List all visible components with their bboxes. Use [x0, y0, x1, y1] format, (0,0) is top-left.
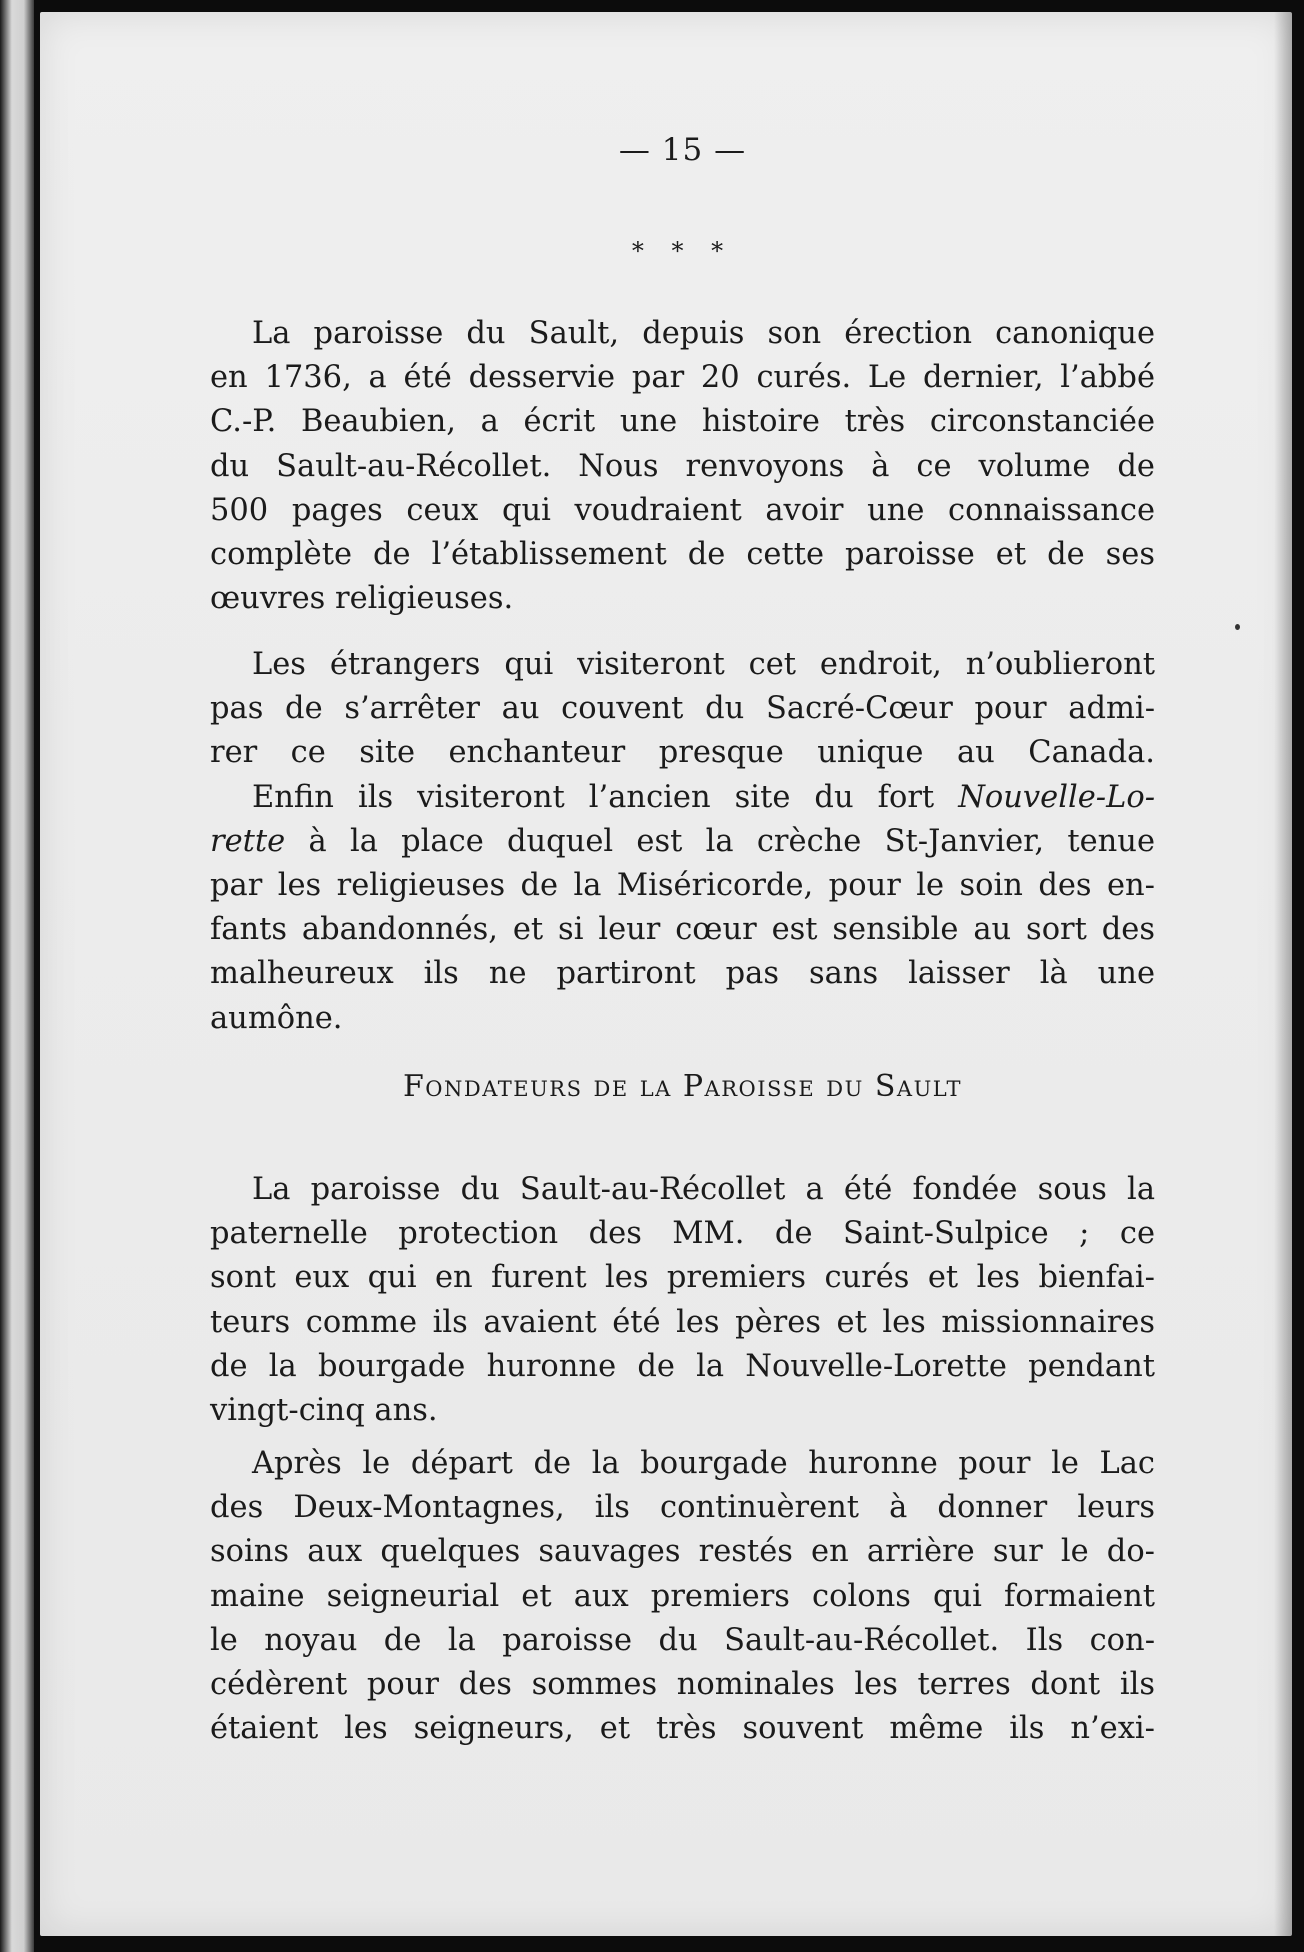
text-line-with-italic — [210, 820, 1155, 864]
text-line: Les étrangers qui visiteront cet endroit, n’oublieront — [252, 647, 1155, 682]
page-edge-shadow — [1274, 12, 1292, 1936]
italic-place-name: rette — [210, 823, 286, 859]
text-line: 500 pages ceux qui voudraient avoir une connaissance — [210, 492, 1155, 528]
ink-speck — [1235, 624, 1240, 630]
text-line: du Sault-au-Récollet. Nous renvoyons à ce volume de — [210, 448, 1155, 484]
facing-page-edge — [0, 0, 34, 1952]
page-number: — 15 — — [618, 132, 747, 168]
section-separator: * * * — [631, 237, 734, 265]
text-line: étaient les seigneurs, et très souvent même ils n’exi- — [210, 1711, 1155, 1747]
paragraph-4 — [210, 1442, 1155, 1751]
text-line: des Deux-Montagnes, ils continuèrent à donner leurs — [210, 1490, 1155, 1526]
text-line: cédèrent pour des sommes nominales les terres dont ils — [210, 1667, 1155, 1703]
text-line: Après le départ de la bourgade huronne pour le Lac — [252, 1446, 1155, 1481]
section-heading: Fondateurs de la Paroisse du Sault — [402, 1069, 963, 1104]
text-line: aumône. — [210, 1000, 343, 1036]
paragraph-3 — [210, 1168, 1155, 1433]
text-line: C.-P. Beaubien, a écrit une histoire très circonstanciée — [210, 404, 1155, 440]
text-line: La paroisse du Sault-au-Récollet a été fondée sous la — [252, 1172, 1155, 1207]
paragraph-1 — [210, 312, 1155, 621]
text-fragment: Enfin ils visiteront l’ancien site du fort — [252, 779, 935, 815]
text-line: malheureux ils ne partiront pas sans laisser là une — [210, 956, 1155, 992]
text-line: maine seigneurial et aux premiers colons qui formaient — [210, 1578, 1155, 1614]
text-line: œuvres religieuses. — [210, 581, 514, 617]
text-line: complète de l’établissement de cette paroisse et de ses — [210, 537, 1155, 573]
text-line: sont eux qui en furent les premiers curés et les bienfai- — [210, 1260, 1155, 1296]
text-line: par les religieuses de la Miséricorde, pour le soin des en- — [210, 868, 1155, 904]
paragraph-2 — [210, 643, 1155, 1041]
italic-place-name: Nouvelle-Lo- — [958, 779, 1155, 815]
text-fragment: à la place duquel est la crèche St-Janvier, tenue — [308, 823, 1155, 859]
text-line: soins aux quelques sauvages restés en arrière sur le do- — [210, 1534, 1155, 1570]
text-line: de la bourgade huronne de la Nouvelle-Lorette pendant — [210, 1348, 1155, 1384]
book-page — [40, 12, 1292, 1936]
text-line: teurs comme ils avaient été les pères et les missionnaires — [210, 1304, 1155, 1340]
text-line: fants abandonnés, et si leur cœur est sensible au sort des — [210, 912, 1155, 948]
text-line: La paroisse du Sault, depuis son érection canonique — [252, 316, 1155, 351]
text-line: en 1736, a été desservie par 20 curés. Le dernier, l’abbé — [210, 360, 1155, 396]
text-line: pas de s’arrêter au couvent du Sacré-Cœur pour admi- — [210, 691, 1155, 727]
text-line-with-italic — [210, 776, 1155, 820]
text-line: le noyau de la paroisse du Sault-au-Récollet. Ils con- — [210, 1622, 1155, 1658]
text-line: paternelle protection des MM. de Saint-Sulpice ; ce — [210, 1216, 1155, 1252]
text-line: vingt-cinq ans. — [210, 1393, 438, 1429]
text-line: rer ce site enchanteur presque unique au Canada. — [210, 735, 1155, 771]
